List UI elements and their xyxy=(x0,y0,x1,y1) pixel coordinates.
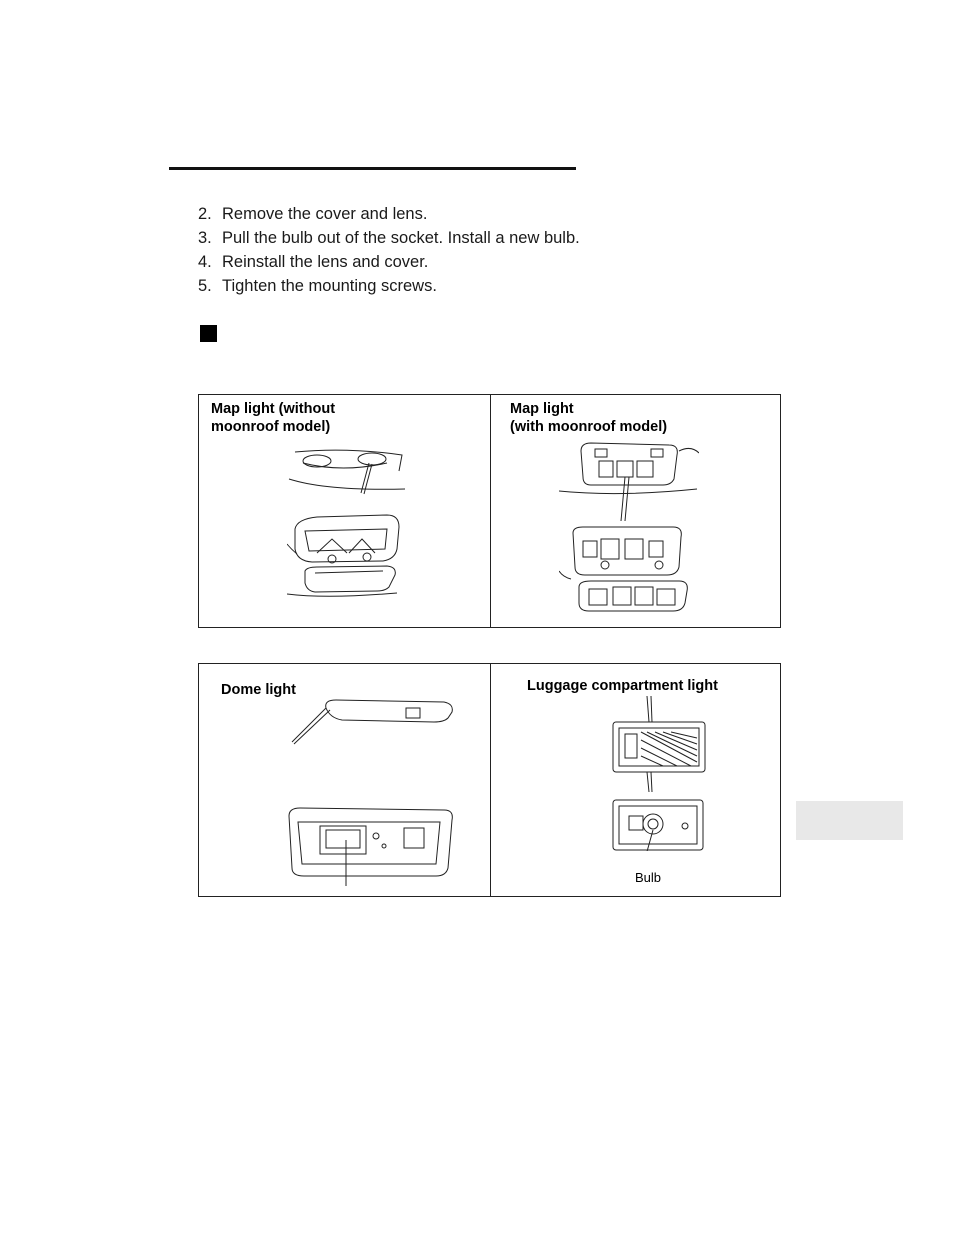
section-header-rule xyxy=(169,167,576,170)
bulb-label: Bulb xyxy=(635,870,662,885)
step-item xyxy=(198,274,580,298)
luggage-light-caption: Luggage compartment light xyxy=(527,678,718,694)
map-light-without-caption: Map light (without moonroof model) xyxy=(211,401,336,435)
step-number: 4. xyxy=(198,253,212,271)
step-item xyxy=(198,226,580,250)
step-text: Tighten the mounting screws. xyxy=(222,277,437,295)
figure-divider xyxy=(490,664,491,896)
dome-light-illustration xyxy=(284,696,459,886)
section-side-tab xyxy=(796,801,903,840)
dome-light-caption: Dome light xyxy=(221,682,296,698)
step-number: 2. xyxy=(198,205,212,223)
figure-divider xyxy=(490,395,491,627)
map-light-with-illustration xyxy=(559,441,699,616)
step-number: 5. xyxy=(198,277,212,295)
step-text: Reinstall the lens and cover. xyxy=(222,253,429,271)
instruction-steps xyxy=(198,202,580,298)
square-bullet-icon xyxy=(200,325,217,342)
map-light-figure xyxy=(198,394,781,628)
map-light-with-caption: Map light (with moonroof model) xyxy=(510,401,668,435)
step-text: Remove the cover and lens. xyxy=(222,205,428,223)
step-number: 3. xyxy=(198,229,212,247)
map-light-without-illustration xyxy=(287,449,407,604)
dome-luggage-figure xyxy=(198,663,781,897)
luggage-light-illustration xyxy=(611,696,711,851)
step-item xyxy=(198,202,580,226)
step-item xyxy=(198,250,580,274)
step-text: Pull the bulb out of the socket. Install a new bulb. xyxy=(222,229,580,247)
